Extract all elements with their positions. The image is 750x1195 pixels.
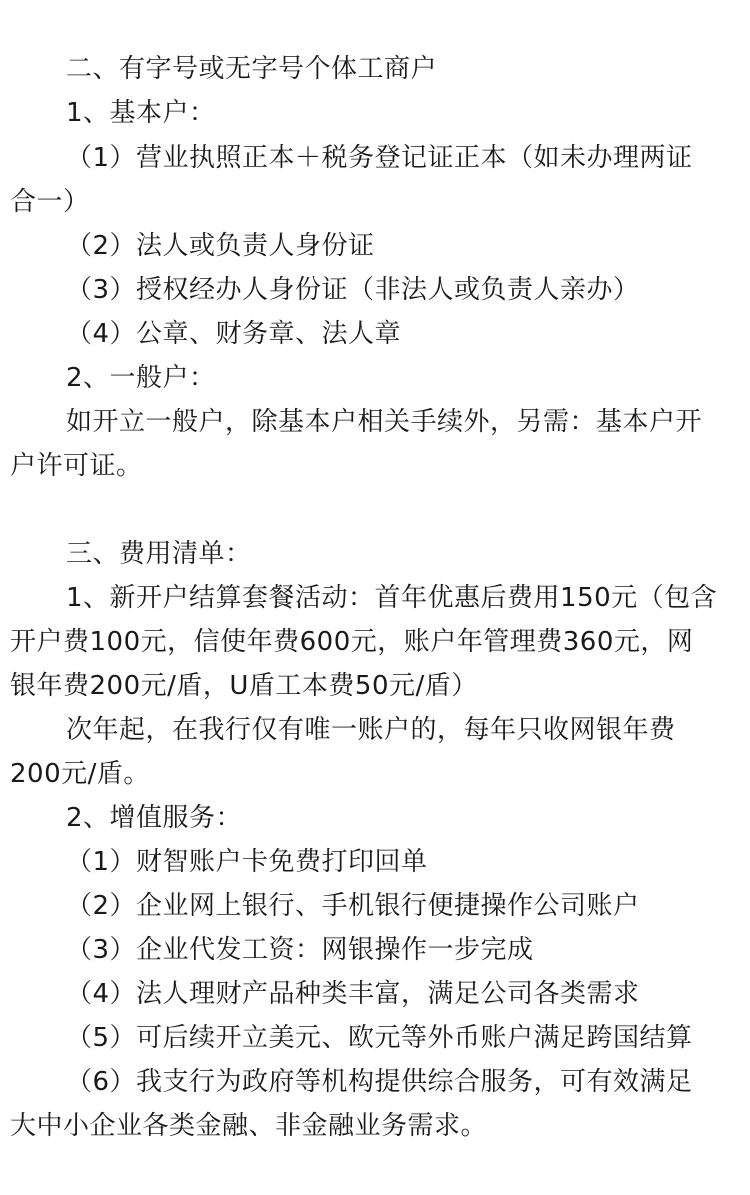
- value-added-item-6-line-1: （6）我支行为政府等机构提供综合服务，可有效满足: [66, 1067, 693, 1097]
- general-account-text-line-1: 如开立一般户，除基本户相关手续外，另需：基本户开: [66, 407, 703, 437]
- section-heading-business: 二、有字号或无字号个体工商户: [66, 54, 438, 84]
- general-account-title: 2、一般户：: [66, 363, 216, 393]
- basic-item-1-line-2: 合一）: [10, 187, 90, 217]
- package-note-line-2: 200元/盾。: [10, 759, 150, 789]
- value-added-item-1: （1）财智账户卡免费打印回单: [66, 847, 428, 877]
- package-line-3: 银年费200元/盾，U盾工本费50元/盾）: [10, 671, 478, 701]
- basic-item-3: （3）授权经办人身份证（非法人或负责人亲办）: [66, 275, 640, 305]
- basic-account-title: 1、基本户：: [66, 98, 216, 128]
- package-title: 1、新开户结算套餐活动：首年优惠后费用150元（包含: [66, 583, 718, 613]
- value-added-item-2: （2）企业网上银行、手机银行便捷操作公司账户: [66, 891, 640, 921]
- value-added-item-3: （3）企业代发工资：网银操作一步完成: [66, 935, 534, 965]
- general-account-text-line-2: 户许可证。: [10, 451, 143, 481]
- package-line-2: 开户费100元，信使年费600元，账户年管理费360元，网: [10, 627, 694, 657]
- package-note-line-1: 次年起，在我行仅有唯一账户的，每年只收网银年费: [66, 715, 676, 745]
- basic-item-1-line-1: （1）营业执照正本＋税务登记证正本（如未办理两证: [66, 143, 693, 173]
- value-added-item-5: （5）可后续开立美元、欧元等外币账户满足跨国结算: [66, 1023, 693, 1053]
- value-added-item-4: （4）法人理财产品种类丰富，满足公司各类需求: [66, 979, 640, 1009]
- value-added-item-6-line-2: 大中小企业各类金融、非金融业务需求。: [10, 1111, 488, 1141]
- section-heading-fees: 三、费用清单：: [66, 539, 252, 569]
- basic-item-2: （2）法人或负责人身份证: [66, 231, 375, 261]
- basic-item-4: （4）公章、财务章、法人章: [66, 319, 402, 349]
- value-added-title: 2、增值服务：: [66, 803, 243, 833]
